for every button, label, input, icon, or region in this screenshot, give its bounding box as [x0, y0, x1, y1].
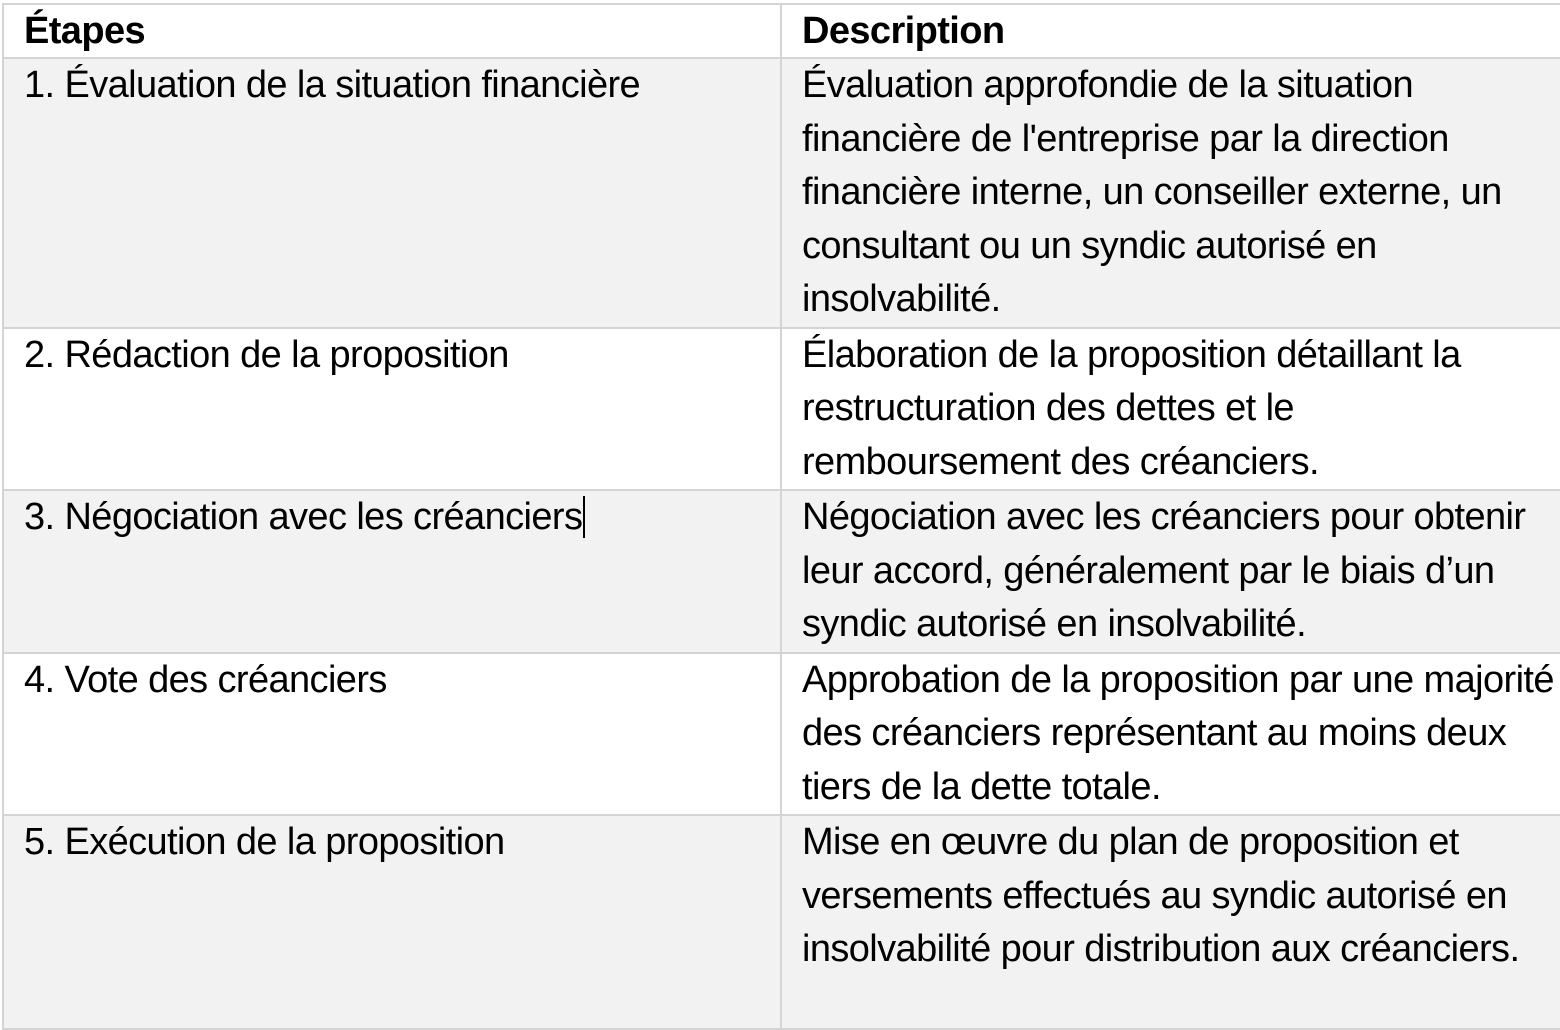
steps-table [2, 3, 1560, 1030]
table-row [3, 815, 1560, 1029]
text-cursor [583, 496, 585, 538]
description-cell[interactable]: Évaluation approfondie de la situation financière de l'entreprise par la direction financière interne, un conseiller externe, un consultant ou un syndic autorisé en insolvabilité. [781, 58, 1560, 328]
table-row [3, 58, 1560, 328]
step-cell[interactable]: 1. Évaluation de la situation financière [3, 58, 781, 328]
table-row [3, 328, 1560, 491]
header-description[interactable]: Description [781, 4, 1560, 58]
step-cell-with-cursor[interactable] [3, 490, 781, 653]
step-cell[interactable]: 4. Vote des créanciers [3, 653, 781, 816]
step-cell[interactable]: 5. Exécution de la proposition [3, 815, 781, 1029]
description-cell[interactable]: Négociation avec les créanciers pour obtenir leur accord, généralement par le biais d’un syndic autorisé en insolvabilité. [781, 490, 1560, 653]
description-cell[interactable]: Élaboration de la proposition détaillant la restructuration des dettes et le remboursement des créanciers. [781, 328, 1560, 491]
table-row [3, 653, 1560, 816]
step-cell-text: 3. Négociation avec les créanciers [24, 496, 583, 538]
description-cell[interactable]: Approbation de la proposition par une majorité des créanciers représentant au moins deux tiers de la dette totale. [781, 653, 1560, 816]
header-row [3, 4, 1560, 58]
header-steps[interactable]: Étapes [3, 4, 781, 58]
description-cell[interactable]: Mise en œuvre du plan de proposition et versements effectués au syndic autorisé en insolvabilité pour distribution aux créanciers. [781, 815, 1560, 1029]
step-cell[interactable]: 2. Rédaction de la proposition [3, 328, 781, 491]
table-row [3, 490, 1560, 653]
